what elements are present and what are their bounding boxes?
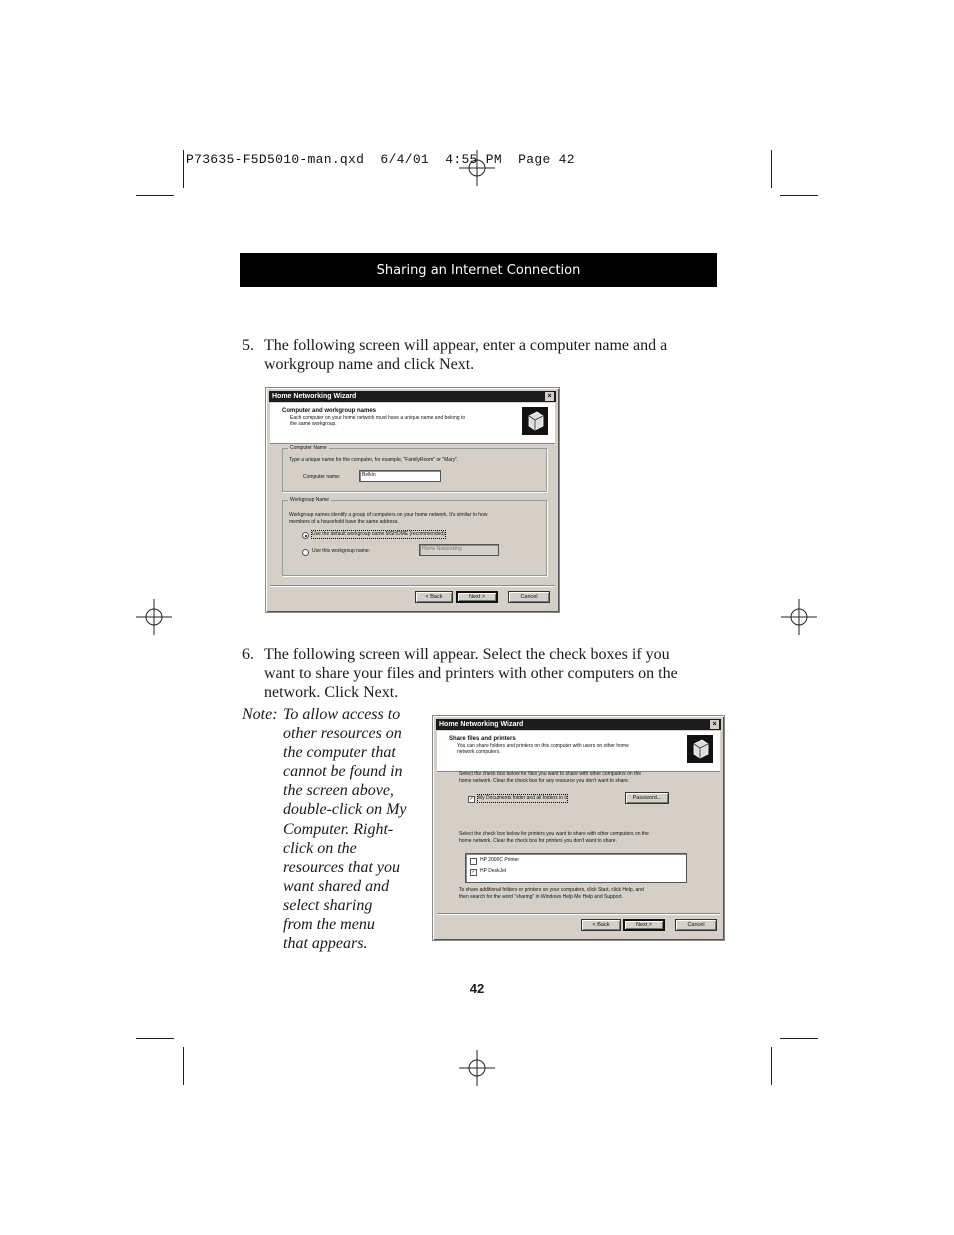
close-icon[interactable]: × — [710, 720, 719, 729]
dialog-titlebar — [269, 391, 556, 402]
default-workgroup-radio[interactable] — [302, 532, 309, 539]
computer-name-group — [282, 445, 547, 492]
step-text — [264, 645, 678, 702]
printers-description — [459, 831, 649, 844]
dialog-titlebar — [436, 719, 721, 730]
help-line: To share additional folders or printers on your computers, click Start, click Help, and — [459, 887, 644, 893]
printer-name[interactable]: HP 2000C Printer — [480, 857, 520, 863]
note-line: from the menu — [283, 916, 375, 934]
description-line: home network. Clear the check box for any resource you don't want to share. — [459, 777, 630, 784]
button-separator — [270, 585, 555, 587]
step-number: 6. — [242, 646, 254, 663]
step-line: want to share your files and printers with other computers on the — [264, 665, 678, 682]
dialog-subheading — [290, 415, 520, 427]
sharing-help-text — [459, 887, 644, 900]
cancel-button[interactable]: Cancel — [675, 919, 717, 931]
back-button[interactable]: < Back — [581, 919, 621, 931]
description-line: members of a household have the same address. — [289, 518, 399, 525]
dialog-subheading — [457, 743, 687, 755]
note-line: cannot be found in — [283, 763, 403, 781]
print-slug: P73635-F5D5010-man.qxd 6/4/01 4:55 PM Page 42 — [186, 152, 575, 167]
page-number: 42 — [469, 981, 485, 996]
computer-workgroup-dialog — [265, 387, 560, 613]
cancel-button[interactable]: Cancel — [508, 591, 550, 603]
close-icon[interactable]: × — [545, 392, 554, 401]
note-label: Note: — [242, 706, 278, 723]
crop-mark-top-left-h — [136, 195, 174, 196]
crop-mark-bottom-left-v — [183, 1047, 184, 1085]
crop-mark-bottom-left-h — [136, 1038, 174, 1039]
step-line: workgroup name and click Next. — [264, 356, 475, 373]
workgroup-name-group — [282, 497, 547, 576]
step-line: The following screen will appear, enter a computer name and a — [264, 337, 668, 354]
next-button[interactable]: Next > — [456, 591, 498, 603]
group-title: Workgroup Name — [290, 497, 330, 503]
files-description — [459, 771, 641, 784]
section-title: Sharing an Internet Connection — [376, 262, 581, 278]
registration-mark-bottom — [459, 1050, 495, 1086]
description-line: Select the check box below for printers you want to share with other computers on the — [459, 831, 649, 837]
next-button[interactable]: Next > — [623, 919, 665, 931]
printer-checkbox[interactable]: ✓ — [471, 869, 476, 875]
button-separator — [437, 913, 720, 915]
dialog-title: Home Networking Wizard — [272, 393, 357, 400]
group-description — [289, 512, 487, 525]
dialog-heading: Share files and printers — [449, 736, 516, 742]
note-line: the computer that — [283, 744, 396, 762]
dialog-header — [270, 403, 555, 444]
crop-mark-top-right-h — [780, 195, 818, 196]
crop-mark-bottom-right-v — [771, 1047, 772, 1085]
custom-workgroup-field[interactable]: Home Networking — [419, 544, 499, 556]
dialog-heading: Computer and workgroup names — [282, 408, 377, 414]
subheading-line: network computers. — [457, 749, 501, 755]
note-line: want shared and — [283, 877, 390, 895]
password-button[interactable]: Password... — [625, 792, 669, 804]
note-line: To allow access to — [283, 706, 401, 723]
default-workgroup-label[interactable]: Use the default workgroup name MSHOME (recommended) — [312, 531, 445, 537]
step-line: The following screen will appear. Select the check boxes if you — [264, 646, 670, 663]
crop-mark-top-left-v — [183, 150, 184, 188]
registration-mark-left — [136, 599, 172, 635]
group-description: Type a unique name for the computer, for example, "FamilyRoom" or "Mary". — [289, 457, 459, 463]
crop-mark-top-right-v — [771, 150, 772, 188]
custom-workgroup-label[interactable]: Use this workgroup name: — [312, 548, 371, 554]
subheading-line: You can share folders and printers on this computer with users on other home — [457, 743, 629, 749]
subheading-line: the same workgroup. — [290, 421, 337, 427]
subheading-line: Each computer on your home network must have a unique name and belong to — [290, 415, 466, 421]
note-line: double-click on My — [283, 801, 407, 819]
group-title: Computer Name — [290, 445, 327, 451]
note-line: the screen above, — [283, 782, 394, 800]
note-line: Computer. Right- — [283, 820, 394, 838]
custom-workgroup-radio[interactable] — [302, 549, 309, 556]
printer-name[interactable]: HP DeskJet — [480, 868, 507, 874]
step-text — [264, 336, 667, 374]
step-line: network. Click Next. — [264, 684, 399, 701]
back-button[interactable]: < Back — [415, 591, 453, 603]
computer-name-field[interactable]: Belkin — [359, 470, 441, 482]
share-files-printers-dialog — [432, 715, 725, 941]
note-line: resources that you — [283, 858, 401, 876]
help-line: then search for the word "sharing" in Windows Help Me Help and Support. — [459, 893, 623, 900]
description-line: Workgroup names identify a group of computers on your home network. It's similar to how — [289, 512, 488, 518]
dialog-header — [437, 731, 720, 772]
my-documents-checkbox[interactable]: ✓ — [469, 796, 474, 802]
description-line: Select the check box below for files you want to share with other computers on the — [459, 771, 642, 777]
printer-list[interactable] — [465, 853, 687, 883]
note-line: select sharing — [283, 896, 373, 914]
section-header — [240, 253, 717, 287]
networking-wizard-icon — [686, 734, 714, 764]
crop-mark-bottom-right-h — [780, 1038, 818, 1039]
note-line: click on the — [283, 839, 357, 857]
step-number: 5. — [242, 337, 254, 354]
note-text — [283, 705, 423, 953]
dialog-title: Home Networking Wizard — [439, 721, 524, 728]
note-line: that appears. — [283, 935, 368, 953]
registration-mark-right — [781, 599, 817, 635]
printer-checkbox[interactable] — [470, 858, 477, 865]
networking-wizard-icon — [521, 406, 549, 436]
note-line: other resources on — [283, 725, 402, 743]
computer-name-label: Computer name: — [303, 474, 341, 480]
description-line: home network. Clear the check box for printers you don't want to share. — [459, 837, 617, 844]
my-documents-label[interactable]: My Documents folder and all folders in it — [478, 795, 567, 801]
